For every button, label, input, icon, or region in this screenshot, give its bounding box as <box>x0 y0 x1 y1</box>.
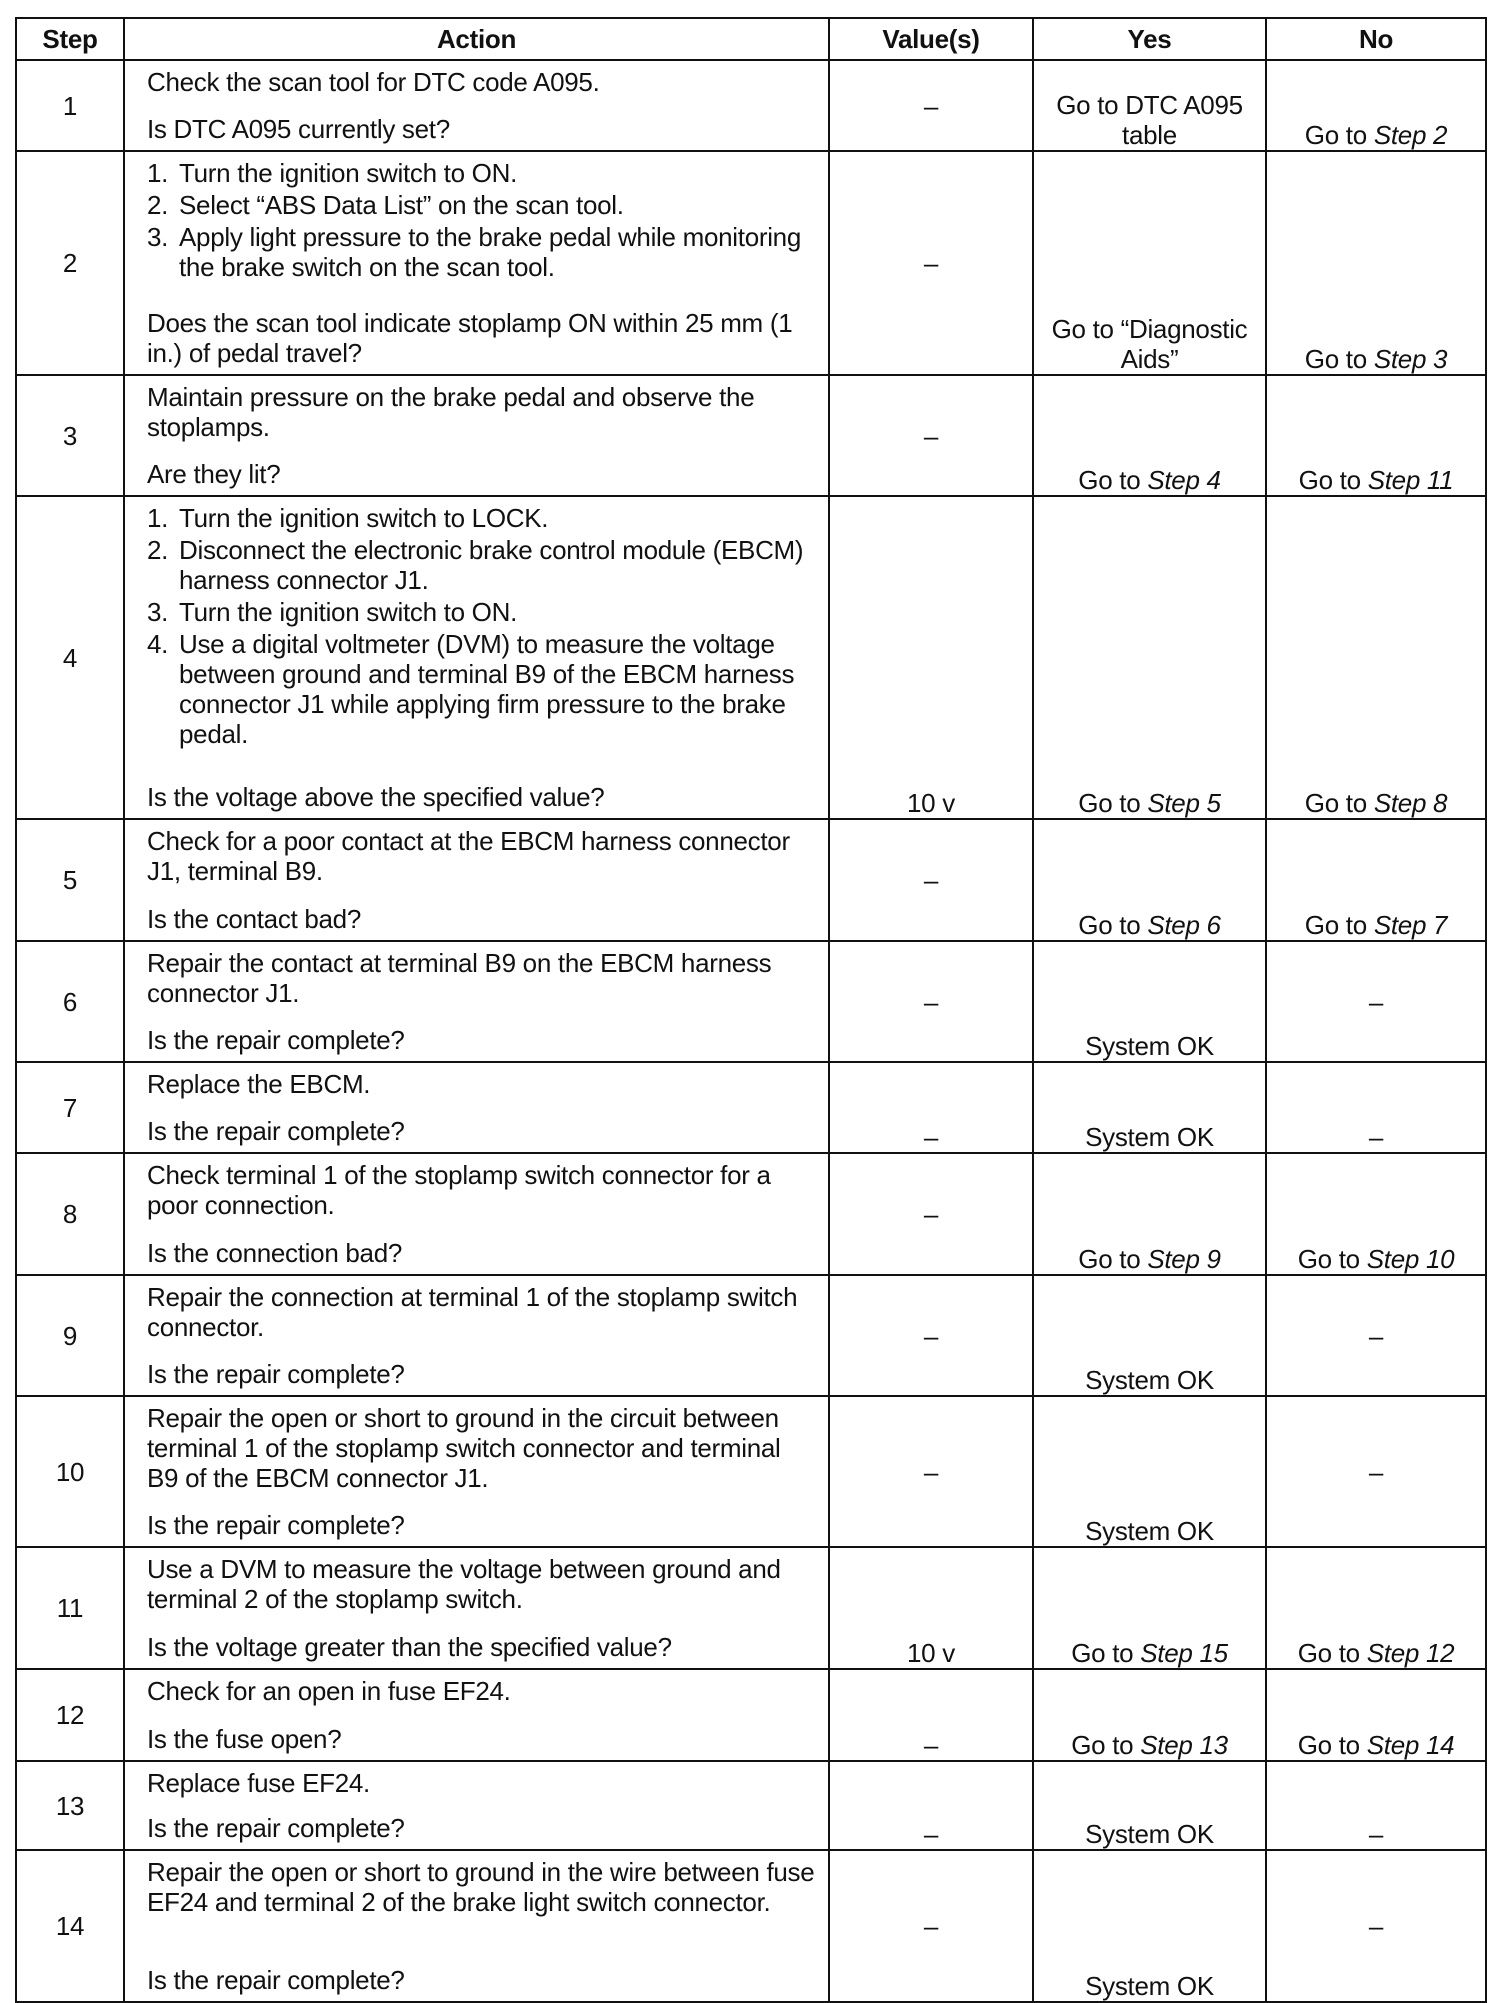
instruction-text: Select “ABS Data List” on the scan tool. <box>179 190 624 220</box>
yes-outcome-label: Go to <box>1071 1638 1134 1668</box>
instruction-text: Turn the ignition switch to ON. <box>179 597 517 627</box>
action-cell <box>124 819 829 941</box>
no-cell <box>1266 496 1486 819</box>
yes-outcome-label: System OK <box>1085 1122 1214 1152</box>
yes-outcome-line <box>1044 1971 1255 2001</box>
no-outcome-text <box>1277 497 1475 818</box>
table-row <box>16 1275 1486 1396</box>
diagnostic-table <box>15 17 1487 2003</box>
no-outcome-line <box>1277 1819 1475 1849</box>
instruction-text: Use a digital voltmeter (DVM) to measure the voltage between ground and terminal B9 of the EBCM harness connector J1 while applying firm pressure to the brake pedal. <box>179 629 795 749</box>
action-content <box>147 156 816 368</box>
yes-outcome-text <box>1044 61 1255 150</box>
value-cell <box>829 1153 1033 1275</box>
no-cell <box>1266 1275 1486 1396</box>
no-outcome-label: – <box>1368 1819 1384 1849</box>
value-wrap <box>840 1154 1022 1274</box>
value-wrap <box>840 376 1022 495</box>
yes-cell <box>1033 60 1266 151</box>
yes-cell <box>1033 496 1266 819</box>
action-instructions <box>147 1158 816 1222</box>
action-question: Is the voltage greater than the specified value? <box>147 1632 672 1662</box>
action-instructions <box>147 156 816 284</box>
action-question: Is the contact bad? <box>147 904 362 934</box>
yes-outcome-step-ref: Step 9 <box>1147 1244 1221 1274</box>
action-question: Are they lit? <box>147 459 281 489</box>
value-text: – <box>923 1122 939 1152</box>
table-row <box>16 1547 1486 1669</box>
instruction-text: Use a DVM to measure the voltage between ground and terminal 2 of the stoplamp switch. <box>147 1554 781 1614</box>
value-wrap <box>840 1851 1022 2001</box>
no-outcome-label: – <box>1368 1122 1384 1152</box>
no-cell <box>1266 1761 1486 1850</box>
numbered-instruction <box>147 190 816 220</box>
action-cell <box>124 1153 829 1275</box>
action-content <box>147 380 816 489</box>
step-number: 13 <box>16 1761 124 1850</box>
action-cell <box>124 1669 829 1761</box>
yes-outcome-label: Go to <box>1071 1730 1134 1760</box>
step-number: 6 <box>16 941 124 1062</box>
yes-outcome-label: Go to DTC A095 table <box>1056 90 1243 150</box>
value-cell <box>829 1850 1033 2002</box>
numbered-instruction <box>147 222 816 282</box>
no-outcome-label: Go to <box>1304 120 1367 150</box>
action-content <box>147 824 816 934</box>
header-no: No <box>1266 18 1486 60</box>
step-number: 9 <box>16 1275 124 1396</box>
value-text: 10 v <box>907 1638 955 1668</box>
yes-outcome-label: Go to <box>1078 1244 1141 1274</box>
value-text: – <box>923 1199 939 1229</box>
step-number: 12 <box>16 1669 124 1761</box>
no-cell <box>1266 1153 1486 1275</box>
step-number: 3 <box>16 375 124 496</box>
header-row <box>16 18 1486 60</box>
no-cell <box>1266 1669 1486 1761</box>
value-wrap <box>840 1762 1022 1849</box>
action-question: Is the repair complete? <box>147 1965 405 1995</box>
value-cell <box>829 1761 1033 1850</box>
action-instructions <box>147 380 816 444</box>
yes-outcome-line <box>1044 910 1255 940</box>
yes-outcome-text <box>1044 376 1255 495</box>
action-instructions <box>147 1766 816 1800</box>
table-row <box>16 496 1486 819</box>
no-outcome-step-ref: Step 8 <box>1373 788 1448 818</box>
action-content <box>147 1552 816 1662</box>
yes-outcome-text <box>1044 1762 1255 1849</box>
header-step: Step <box>16 18 124 60</box>
no-cell <box>1266 60 1486 151</box>
instruction-number: 1. <box>147 503 169 533</box>
value-cell <box>829 496 1033 819</box>
yes-outcome-label: System OK <box>1085 1516 1214 1546</box>
yes-outcome-step-ref: Step 15 <box>1140 1638 1228 1668</box>
step-number: 10 <box>16 1396 124 1547</box>
numbered-instruction <box>147 597 816 627</box>
action-question: Is the repair complete? <box>147 1813 405 1843</box>
yes-outcome-text <box>1044 1397 1255 1546</box>
value-text: – <box>923 420 939 451</box>
action-question: Does the scan tool indicate stoplamp ON within 25 mm (1 in.) of pedal travel? <box>147 308 793 368</box>
instruction-text: Apply light pressure to the brake pedal while monitoring the brake switch on the scan tool. <box>179 222 802 282</box>
instruction-text: Maintain pressure on the brake pedal and observe the stoplamps. <box>147 382 755 442</box>
step-number: 2 <box>16 151 124 375</box>
value-text: – <box>923 248 939 278</box>
action-content <box>147 1855 816 1995</box>
no-outcome-step-ref: Step 7 <box>1373 910 1448 940</box>
value-wrap <box>840 1670 1022 1760</box>
action-content <box>147 1401 816 1540</box>
value-text: – <box>923 1819 939 1849</box>
instruction-text: Check for an open in fuse EF24. <box>147 1676 511 1706</box>
action-cell <box>124 941 829 1062</box>
value-wrap <box>840 152 1022 374</box>
yes-outcome-line <box>1044 1122 1255 1152</box>
value-text: – <box>923 1730 939 1760</box>
action-question: Is the fuse open? <box>147 1724 342 1754</box>
no-outcome-step-ref: Step 10 <box>1366 1244 1455 1274</box>
no-outcome-line <box>1277 910 1475 940</box>
header-action: Action <box>124 18 829 60</box>
value-wrap <box>840 1397 1022 1546</box>
action-content <box>147 65 816 144</box>
no-cell <box>1266 819 1486 941</box>
no-outcome-text <box>1277 1670 1475 1760</box>
no-cell <box>1266 1547 1486 1669</box>
no-outcome-label: Go to <box>1297 1730 1360 1760</box>
no-outcome-line <box>1277 788 1475 818</box>
value-cell <box>829 1669 1033 1761</box>
numbered-instruction <box>147 503 816 533</box>
no-outcome-text <box>1277 376 1475 495</box>
no-outcome-step-ref: Step 14 <box>1366 1730 1455 1760</box>
value-cell <box>829 1547 1033 1669</box>
step-number: 1 <box>16 60 124 151</box>
instruction-number: 3. <box>147 222 169 252</box>
step-number: 5 <box>16 819 124 941</box>
yes-cell <box>1033 941 1266 1062</box>
table-row <box>16 941 1486 1062</box>
table-row <box>16 151 1486 375</box>
value-wrap <box>840 61 1022 150</box>
yes-outcome-line <box>1044 314 1255 374</box>
step-number: 14 <box>16 1850 124 2002</box>
value-cell <box>829 375 1033 496</box>
yes-outcome-step-ref: Step 13 <box>1140 1730 1228 1760</box>
yes-cell <box>1033 375 1266 496</box>
action-cell <box>124 1396 829 1547</box>
yes-cell <box>1033 819 1266 941</box>
table-row <box>16 375 1486 496</box>
no-outcome-line <box>1277 987 1475 1017</box>
table-row <box>16 819 1486 941</box>
action-content <box>147 1067 816 1146</box>
yes-outcome-line <box>1044 1638 1255 1668</box>
value-wrap <box>840 497 1022 818</box>
no-outcome-line <box>1277 1457 1475 1487</box>
instruction-text: Disconnect the electronic brake control module (EBCM) harness connector J1. <box>179 535 804 595</box>
action-content <box>147 501 816 812</box>
yes-outcome-label: Go to <box>1078 910 1141 940</box>
action-cell <box>124 1547 829 1669</box>
no-outcome-label: Go to <box>1304 788 1367 818</box>
no-cell <box>1266 375 1486 496</box>
no-outcome-label: Go to <box>1298 465 1361 495</box>
value-text: – <box>923 986 939 1017</box>
yes-outcome-line <box>1044 1819 1255 1849</box>
yes-outcome-text <box>1044 820 1255 940</box>
value-wrap <box>840 820 1022 940</box>
yes-outcome-step-ref: Step 4 <box>1147 465 1221 495</box>
no-outcome-text <box>1277 61 1475 150</box>
action-cell <box>124 60 829 151</box>
action-cell <box>124 151 829 375</box>
value-text: – <box>923 865 939 895</box>
yes-outcome-text <box>1044 1548 1255 1668</box>
yes-cell <box>1033 1547 1266 1669</box>
no-outcome-line <box>1277 1122 1475 1152</box>
action-instructions <box>147 65 816 99</box>
yes-cell <box>1033 1275 1266 1396</box>
no-outcome-line <box>1277 1321 1475 1351</box>
value-cell <box>829 941 1033 1062</box>
yes-outcome-text <box>1044 942 1255 1061</box>
instruction-text: Check terminal 1 of the stoplamp switch connector for a poor connection. <box>147 1160 771 1220</box>
action-instructions <box>147 824 816 888</box>
yes-outcome-text <box>1044 497 1255 818</box>
no-outcome-label: – <box>1368 1320 1384 1351</box>
yes-outcome-line <box>1044 1244 1255 1274</box>
yes-outcome-label: System OK <box>1085 1031 1214 1061</box>
instruction-number: 3. <box>147 597 169 627</box>
action-instructions <box>147 946 816 1010</box>
yes-outcome-line <box>1044 90 1255 150</box>
no-outcome-line <box>1277 1244 1475 1274</box>
value-wrap <box>840 1276 1022 1395</box>
action-instructions <box>147 1855 816 1919</box>
action-content <box>147 1158 816 1268</box>
table-row <box>16 1850 1486 2002</box>
table-row <box>16 1153 1486 1275</box>
no-outcome-text <box>1277 1154 1475 1274</box>
yes-outcome-label: Go to <box>1078 788 1141 818</box>
instruction-text: Turn the ignition switch to LOCK. <box>179 503 549 533</box>
action-question: Is the repair complete? <box>147 1510 405 1540</box>
yes-outcome-label: System OK <box>1085 1365 1214 1395</box>
no-cell <box>1266 151 1486 375</box>
action-instructions <box>147 501 816 751</box>
value-cell <box>829 1062 1033 1153</box>
no-outcome-step-ref: Step 11 <box>1367 465 1454 495</box>
action-instructions <box>147 1280 816 1344</box>
numbered-instruction <box>147 535 816 595</box>
no-outcome-step-ref: Step 12 <box>1366 1638 1455 1668</box>
value-cell <box>829 1275 1033 1396</box>
no-outcome-text <box>1277 1063 1475 1152</box>
no-outcome-label: Go to <box>1304 910 1367 940</box>
yes-outcome-text <box>1044 1670 1255 1760</box>
no-outcome-line <box>1277 344 1475 374</box>
yes-cell <box>1033 1850 1266 2002</box>
action-content <box>147 1280 816 1389</box>
no-cell <box>1266 1850 1486 2002</box>
action-cell <box>124 496 829 819</box>
table-row <box>16 1669 1486 1761</box>
yes-cell <box>1033 1153 1266 1275</box>
yes-outcome-text <box>1044 1276 1255 1395</box>
no-outcome-text <box>1277 1276 1475 1395</box>
yes-outcome-text <box>1044 1851 1255 2001</box>
yes-outcome-label: System OK <box>1085 1819 1214 1849</box>
table-row <box>16 1062 1486 1153</box>
no-outcome-text <box>1277 1762 1475 1849</box>
instruction-text: Replace fuse EF24. <box>147 1768 370 1798</box>
instruction-text: Check the scan tool for DTC code A095. <box>147 67 600 97</box>
yes-outcome-line <box>1044 1031 1255 1061</box>
action-content <box>147 1766 816 1843</box>
numbered-instruction <box>147 629 816 749</box>
yes-cell <box>1033 1669 1266 1761</box>
header-yes: Yes <box>1033 18 1266 60</box>
instruction-text: Replace the EBCM. <box>147 1069 371 1099</box>
no-outcome-label: Go to <box>1297 1244 1360 1274</box>
no-outcome-label: Go to <box>1297 1638 1360 1668</box>
no-outcome-line <box>1277 465 1475 495</box>
value-wrap <box>840 1548 1022 1668</box>
yes-outcome-line <box>1044 788 1255 818</box>
yes-cell <box>1033 1761 1266 1850</box>
instruction-number: 2. <box>147 535 169 565</box>
header-value: Value(s) <box>829 18 1033 60</box>
instruction-text: Check for a poor contact at the EBCM harness connector J1, terminal B9. <box>147 826 790 886</box>
action-instructions <box>147 1401 816 1495</box>
table-row <box>16 1396 1486 1547</box>
yes-outcome-text <box>1044 1063 1255 1152</box>
table-row <box>16 60 1486 151</box>
no-outcome-step-ref: Step 2 <box>1373 120 1448 150</box>
no-outcome-line <box>1277 1911 1475 1941</box>
value-text: – <box>923 1911 939 1941</box>
value-cell <box>829 819 1033 941</box>
action-question: Is the connection bad? <box>147 1238 403 1268</box>
no-outcome-line <box>1277 1730 1475 1760</box>
yes-outcome-text <box>1044 152 1255 374</box>
action-instructions <box>147 1552 816 1616</box>
value-wrap <box>840 1063 1022 1152</box>
numbered-instruction <box>147 158 816 188</box>
action-instructions <box>147 1067 816 1101</box>
action-cell <box>124 1850 829 2002</box>
no-outcome-text <box>1277 1548 1475 1668</box>
value-cell <box>829 1396 1033 1547</box>
action-instructions <box>147 1674 816 1708</box>
action-cell <box>124 375 829 496</box>
no-outcome-text <box>1277 1851 1475 2001</box>
instruction-number: 2. <box>147 190 169 220</box>
no-cell <box>1266 1396 1486 1547</box>
value-wrap <box>840 942 1022 1061</box>
instruction-text: Repair the open or short to ground in the wire between fuse EF24 and terminal 2 of the brake light switch connector. <box>147 1857 815 1917</box>
yes-outcome-line <box>1044 1516 1255 1546</box>
action-cell <box>124 1275 829 1396</box>
no-outcome-text <box>1277 1397 1475 1546</box>
no-cell <box>1266 1062 1486 1153</box>
no-outcome-text <box>1277 942 1475 1061</box>
no-outcome-label: Go to <box>1304 344 1367 374</box>
action-question: Is the repair complete? <box>147 1116 405 1146</box>
yes-outcome-line <box>1044 1730 1255 1760</box>
value-cell <box>829 151 1033 375</box>
instruction-text: Repair the open or short to ground in the circuit between terminal 1 of the stoplamp switch connector and terminal B9 of the EBCM connector J1. <box>147 1403 781 1493</box>
action-question: Is the voltage above the specified value? <box>147 782 605 812</box>
no-outcome-line <box>1277 1638 1475 1668</box>
step-number: 11 <box>16 1547 124 1669</box>
step-number: 4 <box>16 496 124 819</box>
yes-outcome-text <box>1044 1154 1255 1274</box>
instruction-number: 1. <box>147 158 169 188</box>
action-content <box>147 1674 816 1754</box>
action-question: Is DTC A095 currently set? <box>147 114 450 144</box>
yes-outcome-line <box>1044 1365 1255 1395</box>
value-cell <box>829 60 1033 151</box>
no-outcome-label: – <box>1368 1911 1384 1941</box>
step-number: 8 <box>16 1153 124 1275</box>
table-row <box>16 1761 1486 1850</box>
value-text: – <box>923 90 939 121</box>
action-cell <box>124 1062 829 1153</box>
instruction-text: Turn the ignition switch to ON. <box>179 158 517 188</box>
yes-outcome-label: Go to “Diagnostic Aids” <box>1051 314 1248 374</box>
no-cell <box>1266 941 1486 1062</box>
action-cell <box>124 1761 829 1850</box>
yes-cell <box>1033 151 1266 375</box>
value-text: – <box>923 1320 939 1351</box>
action-content <box>147 946 816 1055</box>
yes-cell <box>1033 1062 1266 1153</box>
yes-outcome-step-ref: Step 5 <box>1147 788 1221 818</box>
yes-outcome-step-ref: Step 6 <box>1147 910 1221 940</box>
no-outcome-label: – <box>1368 1456 1384 1487</box>
instruction-text: Repair the connection at terminal 1 of the stoplamp switch connector. <box>147 1282 798 1342</box>
yes-outcome-label: Go to <box>1078 465 1141 495</box>
no-outcome-text <box>1277 820 1475 940</box>
yes-cell <box>1033 1396 1266 1547</box>
value-text: – <box>923 1456 939 1487</box>
no-outcome-line <box>1277 120 1475 150</box>
action-question: Is the repair complete? <box>147 1359 405 1389</box>
action-question: Is the repair complete? <box>147 1025 405 1055</box>
no-outcome-step-ref: Step 3 <box>1373 344 1448 374</box>
instruction-text: Repair the contact at terminal B9 on the EBCM harness connector J1. <box>147 948 772 1008</box>
no-outcome-label: – <box>1368 986 1384 1017</box>
no-outcome-text <box>1277 152 1475 374</box>
yes-outcome-label: System OK <box>1085 1971 1214 2001</box>
step-number: 7 <box>16 1062 124 1153</box>
instruction-number: 4. <box>147 629 169 659</box>
yes-outcome-line <box>1044 465 1255 495</box>
value-text: 10 v <box>907 788 955 818</box>
